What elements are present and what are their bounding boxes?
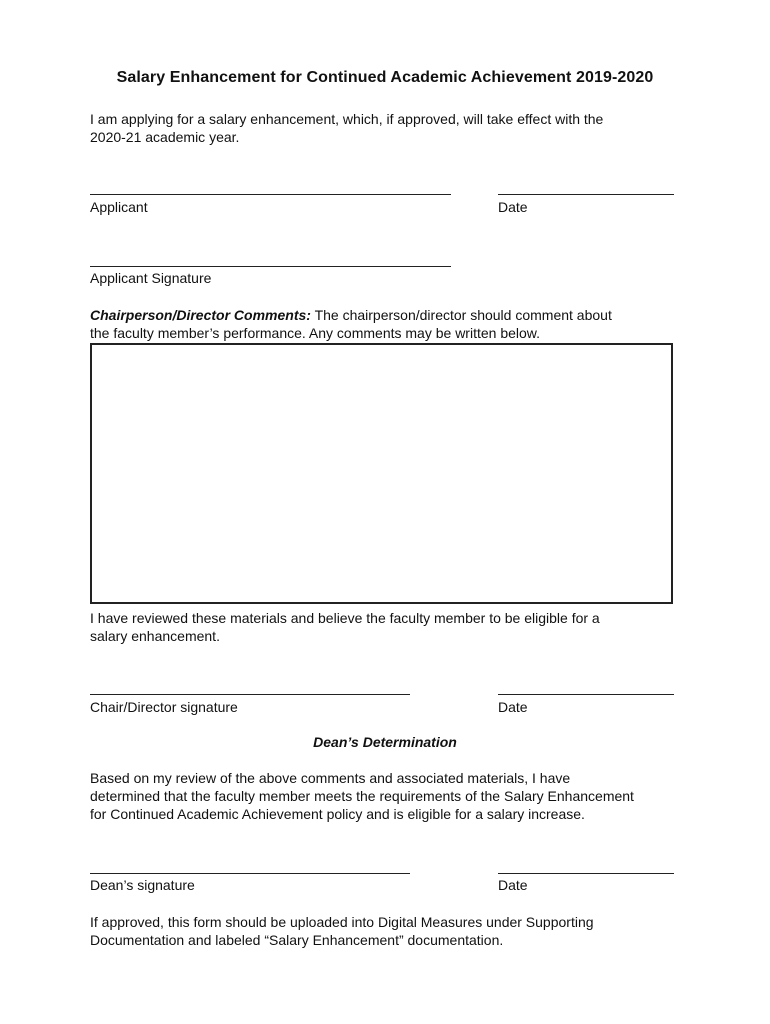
dean-signature-label: Dean’s signature	[90, 877, 195, 893]
intro-line-2: 2020-21 academic year.	[90, 129, 240, 145]
dean-date-label: Date	[498, 877, 528, 893]
intro-paragraph	[90, 110, 690, 146]
applicant-name-field[interactable]	[90, 194, 451, 195]
applicant-date-label: Date	[498, 199, 528, 215]
review-statement	[90, 609, 690, 645]
submission-note-line-1: If approved, this form should be uploaded into Digital Measures under Supporting	[90, 914, 594, 930]
applicant-signature-field[interactable]	[90, 266, 451, 267]
dean-line-1: Based on my review of the above comments and associated materials, I have	[90, 770, 571, 786]
chair-comments-heading: Chairperson/Director Comments:	[90, 307, 311, 323]
dean-date-field[interactable]	[498, 873, 674, 874]
dean-line-3: for Continued Academic Achievement policy and is eligible for a salary increase.	[90, 806, 585, 822]
chair-comments-instructions	[90, 306, 690, 342]
dean-signature-field[interactable]	[90, 873, 410, 874]
chair-date-field[interactable]	[498, 694, 674, 695]
dean-line-2: determined that the faculty member meets the requirements of the Salary Enhancement	[90, 788, 634, 804]
applicant-label: Applicant	[90, 199, 148, 215]
dean-determination-heading: Dean’s Determination	[313, 734, 457, 750]
form-title: Salary Enhancement for Continued Academic Achievement 2019-2020	[116, 69, 654, 86]
chair-signature-label: Chair/Director signature	[90, 699, 238, 715]
applicant-date-field[interactable]	[498, 194, 674, 195]
applicant-signature-label: Applicant Signature	[90, 270, 212, 286]
chair-comments-box[interactable]	[90, 343, 673, 604]
intro-line-1: I am applying for a salary enhancement, which, if approved, will take effect with the	[90, 111, 604, 127]
review-line-1: I have reviewed these materials and believe the faculty member to be eligible for a	[90, 610, 600, 626]
chair-comments-text-1: The chairperson/director should comment about	[310, 307, 612, 323]
submission-note-line-2: Documentation and labeled “Salary Enhancement” documentation.	[90, 932, 504, 948]
chair-signature-field[interactable]	[90, 694, 410, 695]
chair-comments-text-2: the faculty member’s performance. Any comments may be written below.	[90, 325, 541, 341]
review-line-2: salary enhancement.	[90, 628, 220, 644]
dean-statement	[90, 769, 690, 823]
submission-note	[90, 913, 690, 949]
chair-date-label: Date	[498, 699, 528, 715]
